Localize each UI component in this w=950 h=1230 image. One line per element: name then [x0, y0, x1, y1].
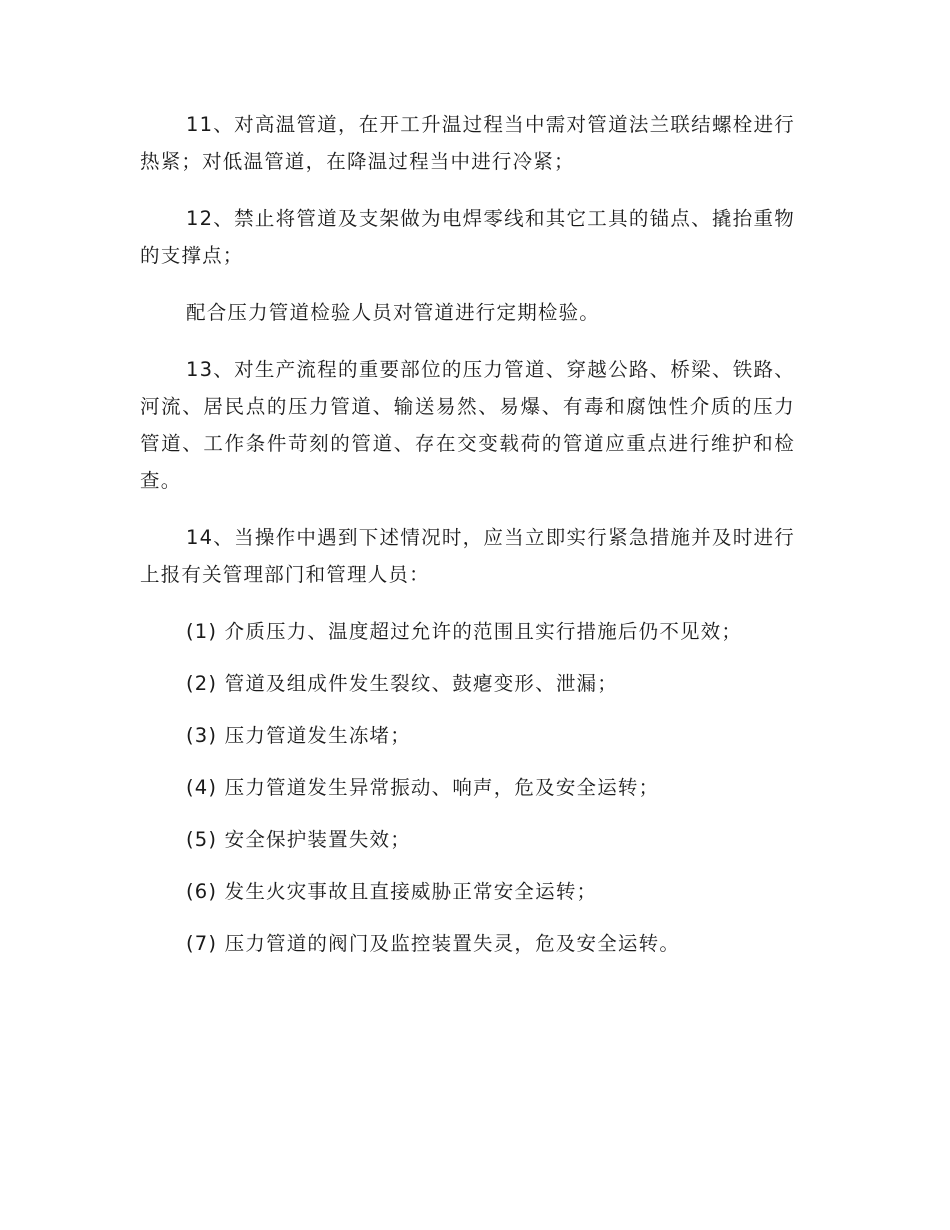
- paragraph-13: 13、对生产流程的重要部位的压力管道、穿越公路、桥梁、铁路、河流、居民点的压力管道、输送易然、易爆、有毒和腐蚀性介质的压力管道、工作条件苛刻的管道、存在交变载荷的管道应重点进行维护和检查。: [140, 358, 795, 492]
- paragraph-inspection: 配合压力管道检验人员对管道进行定期检验。: [186, 301, 601, 324]
- list-item-3: (3) 压力管道发生冻堵；: [186, 724, 411, 747]
- list-item-2: (2) 管道及组成件发生裂纹、鼓瘪变形、泄漏；: [186, 672, 618, 695]
- paragraph-14: 14、当操作中遇到下述情况时，应当立即实行紧急措施并及时进行上报有关管理部门和管理人员：: [140, 526, 795, 586]
- list-item-6: (6) 发生火灾事故且直接威胁正常安全运转；: [186, 880, 598, 903]
- list-item-4: (4) 压力管道发生异常振动、响声，危及安全运转；: [186, 776, 660, 799]
- paragraph-11: 11、对高温管道，在开工升温过程当中需对管道法兰联结螺栓进行热紧；对低温管道，在降温过程当中进行冷紧；: [140, 113, 795, 173]
- document-body: [140, 106, 795, 977]
- list-item-5: (5) 安全保护装置失效；: [186, 828, 411, 851]
- paragraph-12: 12、禁止将管道及支架做为电焊零线和其它工具的锚点、撬抬重物的支撑点；: [140, 207, 795, 267]
- list-item-7: (7) 压力管道的阀门及监控装置失灵，危及安全运转。: [186, 932, 681, 955]
- list-item-1: (1) 介质压力、温度超过允许的范围且实行措施后仍不见效；: [186, 620, 743, 643]
